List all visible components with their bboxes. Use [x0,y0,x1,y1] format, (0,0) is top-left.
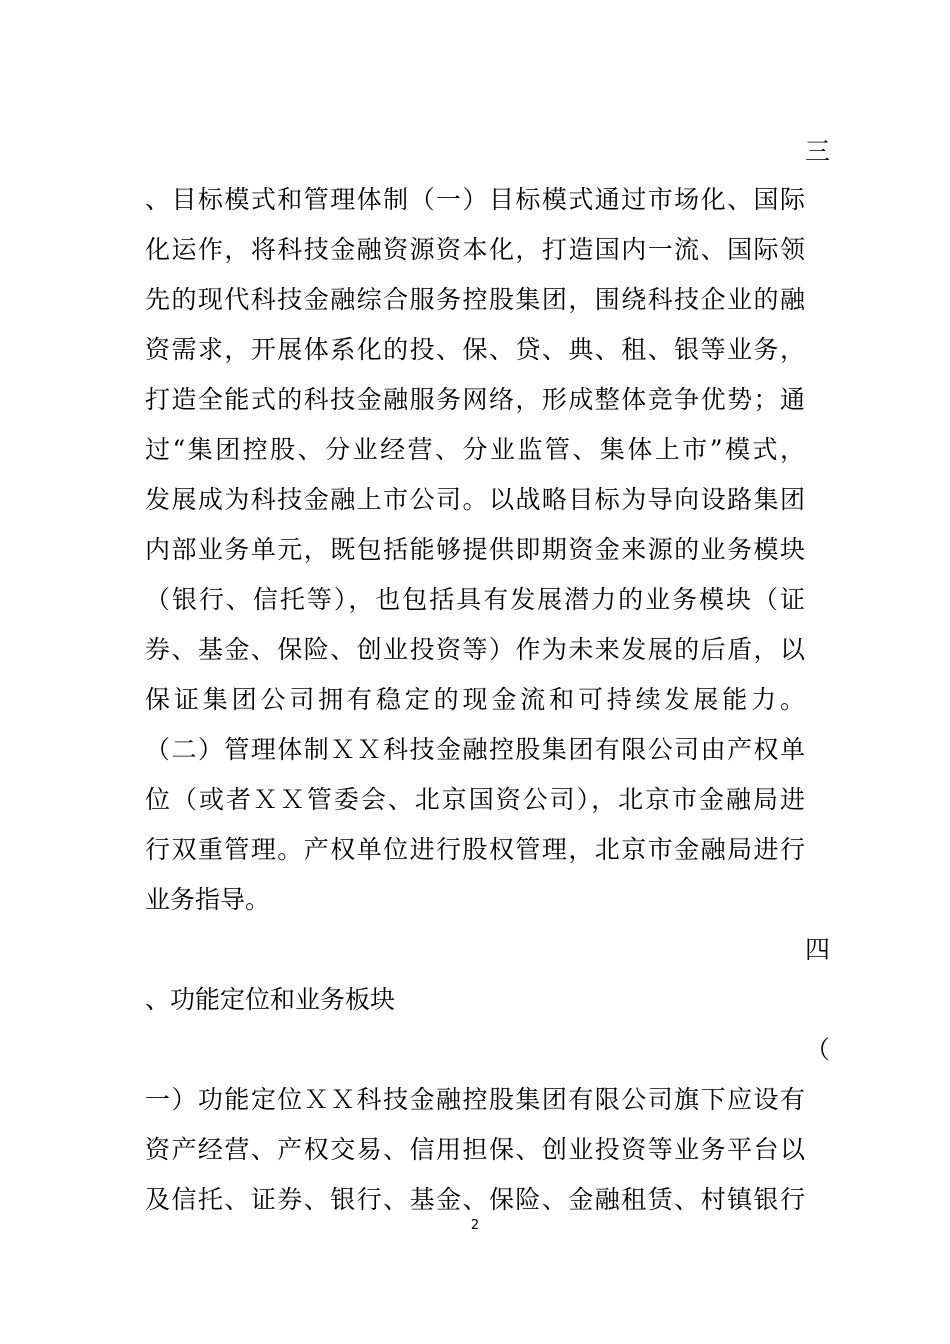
text-line: 及信托、证券、银行、基金、保险、金融租赁、村镇银行 [145,1185,805,1214]
text-line: 、目标模式和管理体制（一）目标模式通过市场化、国际 [145,185,805,214]
page-number: 2 [470,1218,480,1233]
text-line: 打造全能式的科技金融服务网络，形成整体竞争优势；通 [145,385,805,414]
text-line: 发展成为科技金融上市公司。以战略目标为导向设路集团 [145,485,805,514]
orphan-char: 四 [804,935,830,964]
section-heading: 、功能定位和业务板块 [145,985,396,1014]
text-line: 资产经营、产权交易、信用担保、创业投资等业务平台以 [145,1135,805,1164]
text-line: 资需求，开展体系化的投、保、贷、典、租、银等业务， [145,335,805,364]
text-line: （银行、信托等），也包括具有发展潜力的业务模块（证 [145,585,805,614]
text-line: （二）管理体制ＸＸ科技金融控股集团有限公司由产权单 [145,735,805,764]
text-line: 化运作，将科技金融资源资本化，打造国内一流、国际领 [145,235,805,264]
text-line: 过“集团控股、分业经营、分业监管、集体上市”模式， [145,435,805,464]
text-line: 券、基金、保险、创业投资等）作为未来发展的后盾，以 [145,635,805,664]
text-line: 一）功能定位ＸＸ科技金融控股集团有限公司旗下应设有 [145,1085,805,1114]
text-line: 内部业务单元，既包括能够提供即期资金来源的业务模块 [145,535,805,564]
text-line: 先的现代科技金融综合服务控股集团，围绕科技企业的融 [145,285,805,314]
orphan-char: （ [804,1035,830,1064]
text-line: 保证集团公司拥有稳定的现金流和可持续发展能力。 [145,685,805,714]
text-line: 业务指导。 [145,885,271,914]
text-line: 位（或者ＸＸ管委会、北京国资公司），北京市金融局进 [145,785,805,814]
orphan-char: 三 [804,137,830,166]
text-line: 行双重管理。产权单位进行股权管理，北京市金融局进行 [145,835,805,864]
